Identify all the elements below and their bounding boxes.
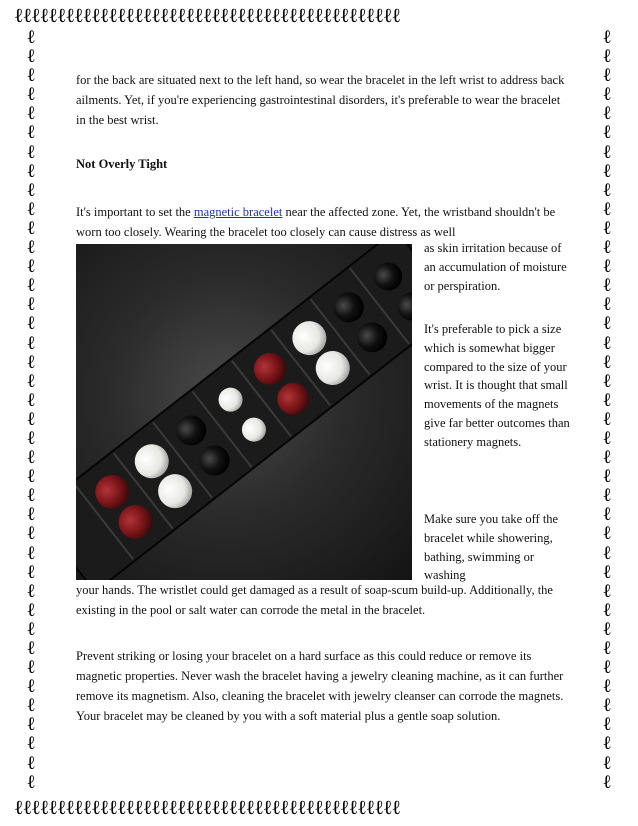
paragraph-text: It's important to set the <box>76 205 194 219</box>
decorative-border-top: ℓℓℓℓℓℓℓℓℓℓℓℓℓℓℓℓℓℓℓℓℓℓℓℓℓℓℓℓℓℓℓℓℓℓℓℓℓℓℓℓℓℓℓℓℓ <box>14 3 401 27</box>
bracelet-illustration <box>76 244 412 580</box>
section-heading: Not Overly Tight <box>76 157 168 171</box>
decorative-border-right: ℓ ℓ ℓ ℓ ℓ ℓ ℓ ℓ ℓ ℓ ℓ ℓ ℓ ℓ ℓ ℓ ℓ ℓ ℓ ℓ ℓ ℓ ℓ ℓ ℓ ℓ ℓ ℓ ℓ ℓ ℓ ℓ ℓ ℓ ℓ ℓ ℓ ℓ ℓ ℓ <box>602 28 612 793</box>
magnetic-bracelet-link[interactable]: magnetic bracelet <box>193 205 283 219</box>
intro-paragraph: for the back are situated next to the left hand, so wear the bracelet in the left wrist to address back ailments. Yet, if you're experiencing gastrointestinal disorders, it's preferable to wear the bracelet in the best wrist. <box>76 73 565 127</box>
paragraph-text: near the affected zone. Yet, the wristband shouldn't be worn too closely. Wearing the bracelet too closely can cause distress as well <box>76 205 556 239</box>
side-text-3: Make sure you take off the bracelet while showering, bathing, swimming or washing <box>424 512 559 583</box>
tightness-paragraph <box>76 202 568 242</box>
side-text-2: It's preferable to pick a size which is somewhat bigger compared to the size of your wrist. It is thought that small movements of the magnets give far better outcomes than stationery magnets. <box>424 322 570 449</box>
decorative-border-left: ℓ ℓ ℓ ℓ ℓ ℓ ℓ ℓ ℓ ℓ ℓ ℓ ℓ ℓ ℓ ℓ ℓ ℓ ℓ ℓ ℓ ℓ ℓ ℓ ℓ ℓ ℓ ℓ ℓ ℓ ℓ ℓ ℓ ℓ ℓ ℓ ℓ ℓ ℓ ℓ <box>26 28 36 793</box>
cleaning-paragraph: Prevent striking or losing your bracelet on a hard surface as this could reduce or remove its magnetic properties. Never wash the bracelet having a jewelry cleaning machine, as it can further remove its magnetism. Also, cleaning the bracelet with jewelry cleanser can corrode the magnets. Your bracelet may be cleaned by you with a soft material plus a gentle soap solution. <box>76 649 564 723</box>
bracelet-photo <box>76 244 412 580</box>
side-text-1: as skin irritation because of an accumulation of moisture or perspiration. <box>424 241 567 293</box>
care-paragraph: your hands. The wristlet could get damaged as a result of soap-scum build-up. Additionally, the existing in the pool or salt water can corrode the metal in the bracelet. <box>76 583 553 617</box>
decorative-border-bottom: ℓℓℓℓℓℓℓℓℓℓℓℓℓℓℓℓℓℓℓℓℓℓℓℓℓℓℓℓℓℓℓℓℓℓℓℓℓℓℓℓℓℓℓℓℓ <box>14 795 401 819</box>
